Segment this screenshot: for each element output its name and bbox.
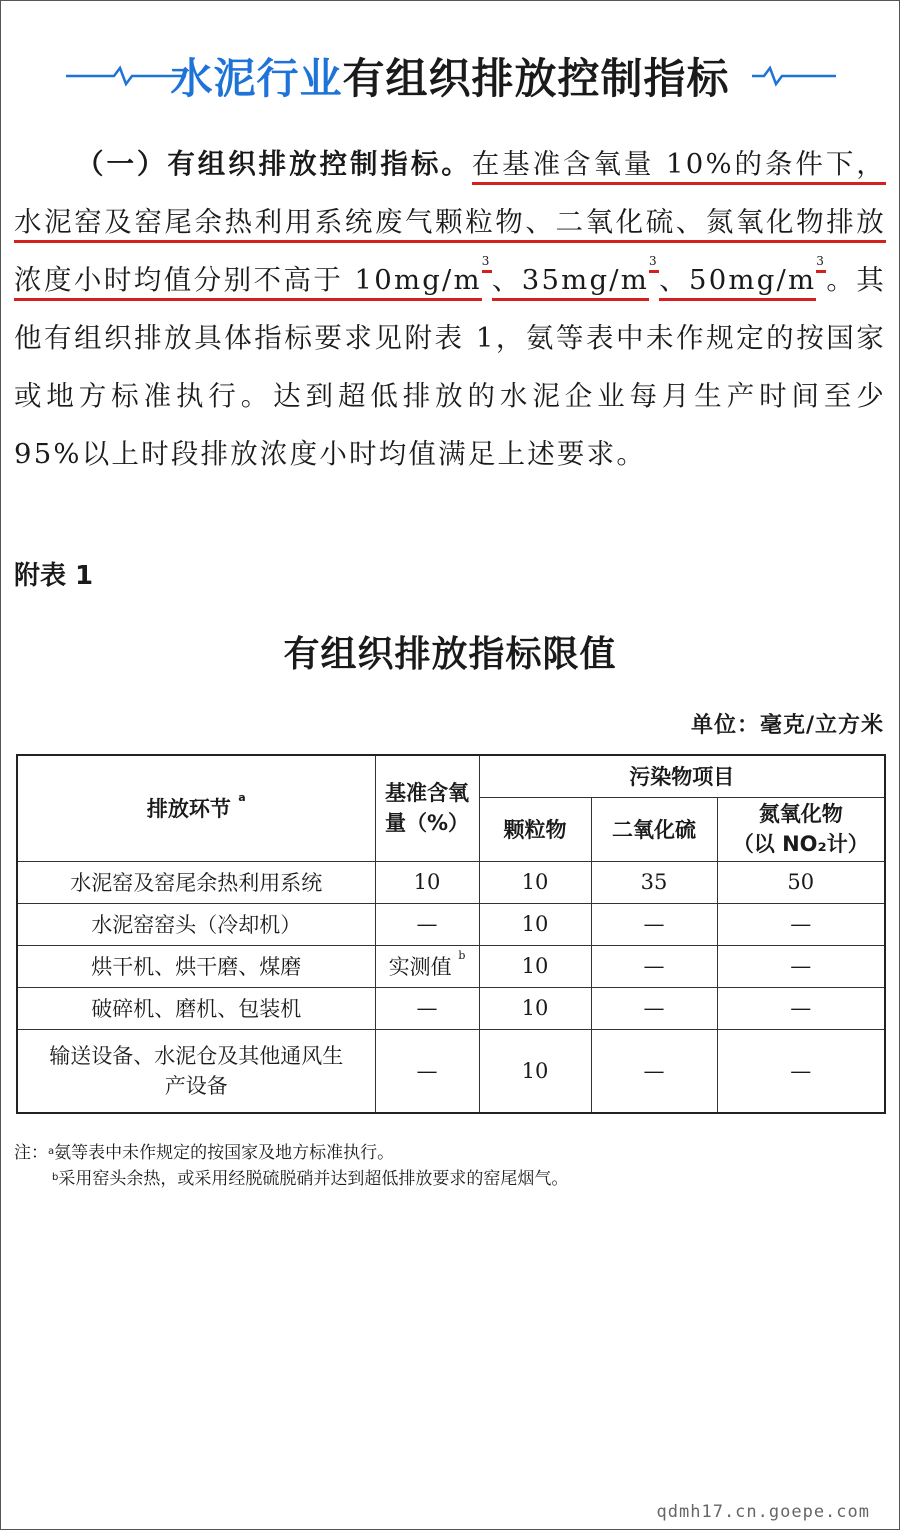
table-row — [17, 945, 885, 987]
appendix-label: 附表 1 — [14, 561, 94, 591]
note-b — [14, 1166, 894, 1192]
highlight-text-b: 、35mg/m — [492, 264, 649, 301]
cell-stage: 破碎机、磨机、包装机 — [17, 987, 375, 1029]
superscript-1: 3 — [482, 254, 492, 273]
cell-oxygen-text: 实测值 — [388, 955, 452, 979]
cell-oxygen: — — [375, 1029, 479, 1113]
superscript-2: 3 — [649, 254, 659, 273]
table-row — [17, 861, 885, 903]
title-dark-part: 有组织排放控制指标 — [342, 54, 730, 103]
note-a-sup: a — [48, 1146, 55, 1157]
header-stage-text: 排放环节 — [146, 797, 231, 822]
header-nox — [717, 797, 885, 861]
header-nox-line1: 氮氧化物 — [758, 802, 843, 826]
cell-so2: 35 — [591, 861, 717, 903]
header-nox-line2: （以 NO₂计） — [732, 832, 869, 856]
cell-oxygen: 10 — [375, 861, 479, 903]
highlight-text-c: 、50mg/m — [659, 264, 816, 301]
table-row — [17, 1029, 885, 1113]
cell-pm: 10 — [479, 1029, 591, 1113]
cell-so2: — — [591, 903, 717, 945]
header-oxygen: 基准含氧量（%） — [375, 755, 479, 861]
cell-oxygen-sup: b — [458, 949, 466, 962]
note-b-sup: b — [52, 1172, 59, 1183]
title-blue-part: 水泥行业 — [170, 54, 343, 103]
table-row — [17, 987, 885, 1029]
header-so2: 二氧化硫 — [591, 797, 717, 861]
table-row — [17, 903, 885, 945]
limits-table — [16, 754, 886, 1114]
header-stage-sup: a — [238, 791, 246, 805]
cell-nox: — — [717, 987, 885, 1029]
watermark: qdmh17.cn.goepe.com — [656, 1502, 870, 1522]
cell-pm: 10 — [479, 903, 591, 945]
cell-pm: 10 — [479, 987, 591, 1029]
cell-nox: 50 — [717, 861, 885, 903]
note-a — [14, 1140, 894, 1166]
paragraph-lead: （一）有组织排放控制指标。 — [76, 148, 472, 180]
cell-nox: — — [717, 903, 885, 945]
highlight-text-a: 在基准含氧量 10%的条件下，水泥窑及窑尾余热利用系统废气颗粒物、二氧化硫、氮氧化物排放浓度小时均值分别不高于 10mg/m — [14, 148, 886, 301]
note-b-text: 采用窑头余热，或采用经脱硫脱硝并达到超低排放要求的窑尾烟气。 — [58, 1169, 569, 1189]
superscript-3: 3 — [816, 254, 826, 273]
note-a-text: 氨等表中未作规定的按国家及地方标准执行。 — [54, 1143, 395, 1163]
cell-pm: 10 — [479, 945, 591, 987]
cell-oxygen: — — [375, 987, 479, 1029]
cell-so2: — — [591, 1029, 717, 1113]
cell-oxygen — [375, 945, 479, 987]
title-row — [0, 38, 900, 108]
cell-oxygen: — — [375, 903, 479, 945]
cell-so2: — — [591, 987, 717, 1029]
table-header-row-1 — [17, 755, 885, 797]
cell-stage: 烘干机、烘干磨、煤磨 — [17, 945, 375, 987]
cell-pm: 10 — [479, 861, 591, 903]
cell-nox: — — [717, 1029, 885, 1113]
cell-so2: — — [591, 945, 717, 987]
table-notes — [14, 1140, 894, 1192]
header-pollutants: 污染物项目 — [479, 755, 885, 797]
table-title: 有组织排放指标限值 — [283, 634, 617, 675]
unit-label: 单位：毫克/立方米 — [690, 713, 884, 738]
note-prefix: 注： — [14, 1143, 48, 1163]
paragraph-rest: 。其他有组织排放具体指标要求见附表 1，氨等表中未作规定的按国家或地方标准执行。达到超低排放的水泥企业每月生产时间至少 95%以上时段排放浓度小时均值满足上述要求。 — [14, 264, 886, 470]
pulse-line-right-icon — [752, 64, 836, 88]
cell-stage: 水泥窑及窑尾余热利用系统 — [17, 861, 375, 903]
header-stage — [17, 755, 375, 861]
intro-paragraph — [14, 135, 886, 483]
cell-nox: — — [717, 945, 885, 987]
cell-stage: 水泥窑窑头（冷却机） — [17, 903, 375, 945]
cell-stage: 输送设备、水泥仓及其他通风生产设备 — [17, 1029, 375, 1113]
header-pm: 颗粒物 — [479, 797, 591, 861]
